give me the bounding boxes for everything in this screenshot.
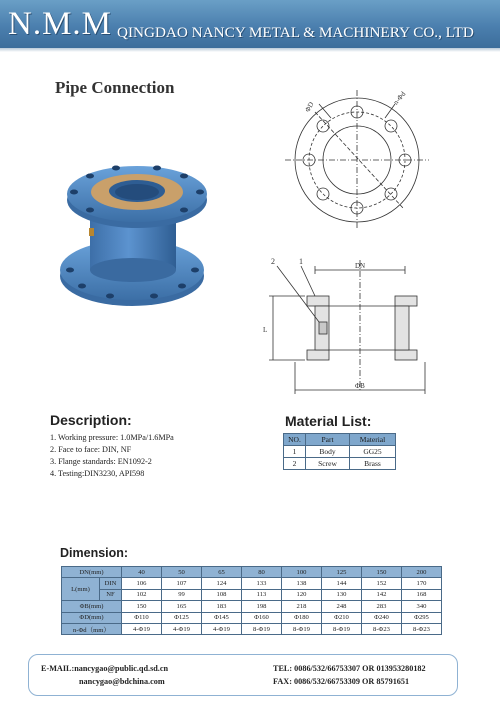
table-cell: 150 (362, 567, 402, 578)
table-cell: 124 (202, 578, 242, 589)
header-banner (0, 0, 500, 48)
table-cell: 102 (122, 589, 162, 600)
table-cell: 80 (242, 567, 282, 578)
table-cell: Φ160 (242, 612, 282, 623)
table-cell: 125 (322, 567, 362, 578)
product-image (52, 158, 232, 318)
table-cell: 198 (242, 601, 282, 612)
table-cell: 100 (282, 567, 322, 578)
table-cell: Φ210 (322, 612, 362, 623)
table-cell: Brass (350, 458, 396, 470)
telephone: TEL: 0086/532/66753307 OR 013953280182 (273, 664, 426, 673)
company-name: QINGDAO NANCY METAL & MACHINERY CO., LTD (117, 24, 474, 41)
table-cell: 4-Φ19 (202, 623, 242, 634)
table-cell: GG25 (350, 446, 396, 458)
table-cell: 8-Φ19 (242, 623, 282, 634)
col-header-material: Material (350, 434, 396, 446)
table-cell: 130 (322, 589, 362, 600)
row-header-nf: NF (100, 589, 122, 600)
brand-logo-text: N.M.M (8, 6, 113, 42)
table-row-nd (62, 623, 442, 634)
table-cell: 1 (284, 446, 306, 458)
table-cell: Φ180 (282, 612, 322, 623)
table-cell: 120 (282, 589, 322, 600)
label-l: L (263, 326, 268, 334)
description-item: 4. Testing:DIN3230, API598 (50, 469, 145, 478)
table-cell: Φ295 (402, 612, 442, 623)
col-header-no: NO. (284, 434, 306, 446)
table-cell: 106 (122, 578, 162, 589)
table-cell: 133 (242, 578, 282, 589)
banner-divider (0, 48, 500, 52)
table-cell: 142 (362, 589, 402, 600)
table-cell: 340 (402, 601, 442, 612)
description-item: 3. Flange standards: EN1092-2 (50, 457, 152, 466)
table-cell: 248 (322, 601, 362, 612)
table-cell: 4-Φ19 (162, 623, 202, 634)
email-secondary[interactable]: nancygao@bdchina.com (79, 677, 165, 686)
brass-screw (89, 228, 94, 236)
col-header-part: Part (306, 434, 350, 446)
page-title: Pipe Connection (55, 78, 175, 97)
row-header-dn: DN(mm) (62, 567, 122, 578)
table-cell: 168 (402, 589, 442, 600)
label-n-phi-d: n-Φd (391, 90, 408, 107)
contact-footer (28, 654, 458, 696)
table-cell: 8-Φ19 (282, 623, 322, 634)
description-title: Description: (50, 412, 132, 428)
table-cell: 150 (122, 601, 162, 612)
table-row-b (62, 601, 442, 612)
table-cell: 50 (162, 567, 202, 578)
description-item: 2. Face to face: DIN, NF (50, 445, 132, 454)
table-row-dn (62, 567, 442, 578)
table-cell: Φ145 (202, 612, 242, 623)
table-cell: 152 (362, 578, 402, 589)
material-table (283, 433, 396, 470)
table-cell: 200 (402, 567, 442, 578)
description-item: 1. Working pressure: 1.0MPa/1.6MPa (50, 433, 174, 442)
table-cell: 170 (402, 578, 442, 589)
email-primary[interactable]: E-MAIL:nancygao@public.qd.sd.cn (41, 664, 169, 673)
table-cell: 108 (202, 589, 242, 600)
fax: FAX: 0086/532/66753309 OR 85791651 (273, 677, 410, 686)
row-header-nd: n-Φd（mm） (62, 623, 122, 634)
row-header-d: ΦD(mm) (62, 612, 122, 623)
table-cell: Body (306, 446, 350, 458)
table-row-d (62, 612, 442, 623)
row-header-b: ΦB(mm) (62, 601, 122, 612)
table-row-nf (62, 589, 442, 600)
table-cell: 144 (322, 578, 362, 589)
row-header-l: L(mm) (62, 578, 100, 601)
technical-drawing (245, 90, 460, 400)
callout-1: 1 (299, 257, 303, 266)
table-cell: 65 (202, 567, 242, 578)
table-cell: Screw (306, 458, 350, 470)
table-header-row (284, 434, 396, 446)
table-cell: 99 (162, 589, 202, 600)
table-cell: 40 (122, 567, 162, 578)
table-cell: 218 (282, 601, 322, 612)
section-view (269, 260, 425, 394)
label-dn: DN (355, 262, 366, 270)
table-cell: Φ125 (162, 612, 202, 623)
table-cell: 8-Φ19 (322, 623, 362, 634)
dimension-table (61, 566, 442, 635)
table-cell: 107 (162, 578, 202, 589)
dimension-title: Dimension: (60, 546, 129, 560)
table-cell: 183 (202, 601, 242, 612)
table-cell: 8-Φ23 (362, 623, 402, 634)
table-cell: 138 (282, 578, 322, 589)
description-list (50, 432, 174, 480)
table-cell: 165 (162, 601, 202, 612)
row-header-din: DIN (100, 578, 122, 589)
table-cell: 283 (362, 601, 402, 612)
table-row (284, 458, 396, 470)
table-cell: Φ240 (362, 612, 402, 623)
table-row (284, 446, 396, 458)
table-cell: 4-Φ19 (122, 623, 162, 634)
callout-2: 2 (271, 257, 275, 266)
table-row-din (62, 578, 442, 589)
label-phi-b: ΦB (355, 382, 365, 390)
table-cell: Φ110 (122, 612, 162, 623)
material-list-title: Material List: (285, 413, 372, 429)
label-phi-d: ΦD (303, 100, 316, 114)
table-cell: 8-Φ23 (402, 623, 442, 634)
table-cell: 113 (242, 589, 282, 600)
table-cell: 2 (284, 458, 306, 470)
